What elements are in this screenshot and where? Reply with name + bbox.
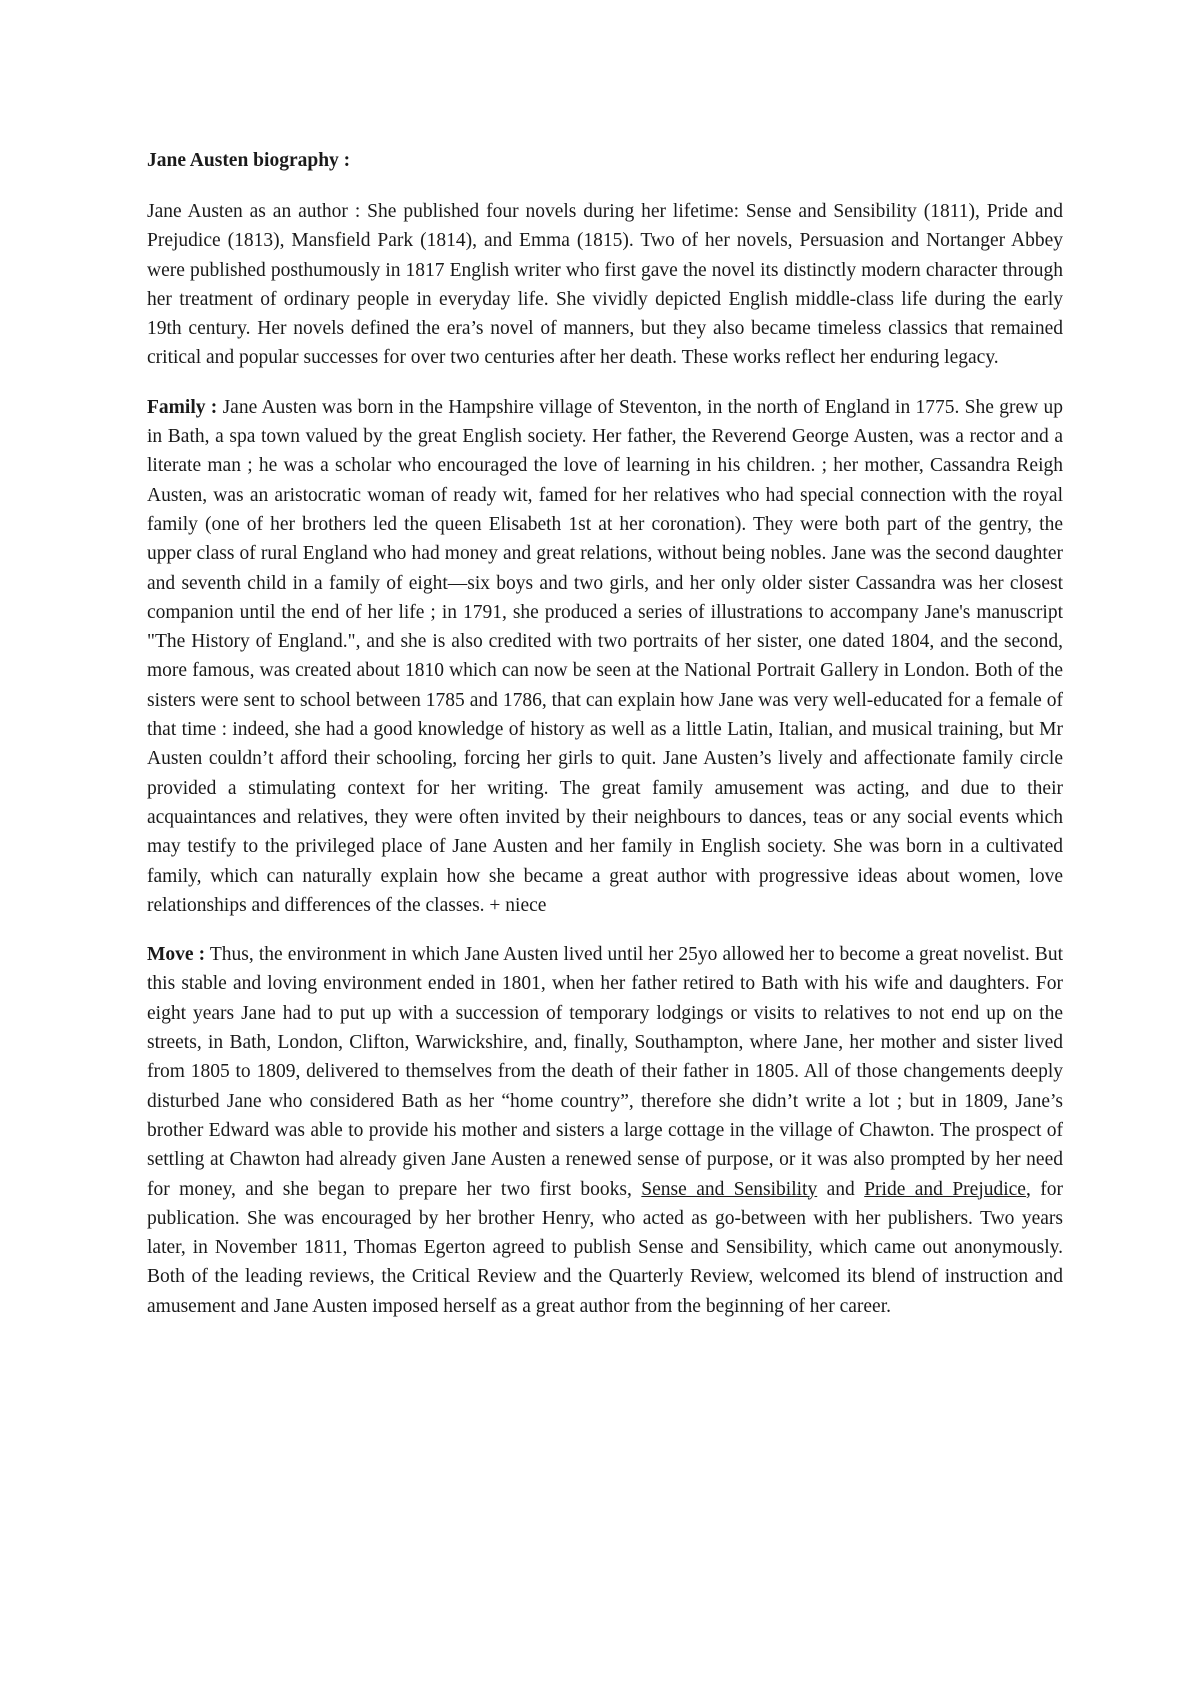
family-text: Jane Austen was born in the Hampshire village of Steventon, in the north of England in 1775. She grew up in Bath, a spa town valued by the great English society. Her father, the Reverend George Austen, was a rector and a literate man ; he was a scholar who encouraged the love of learning in his children. ; her mother, Cassandra Reigh Austen, was an aristocratic woman of ready wit, famed for her relatives who had special connection with the royal family (one of her brothers led the queen Elisabeth 1st at her coronation). They were both part of the gentry, the upper class of rural England who had money and great relations, without being nobles. Jane was the second daughter and seventh child in a family of eight—six boys and two girls, and her only older sister Cassandra was her closest companion until the end of her life ; in 1791, she produced a series of illustrations to accompany Jane's manuscript "The History of England.", and she is also credited with two portraits of her sister, one dated 1804, and the second, more famous, was created about 1810 which can now be seen at the National Portrait Gallery in London. Both of the sisters were sent to school between 1785 and 1786, that can explain how Jane was very well-educated for a female of that time : indeed, she had a good knowledge of history as well as a little Latin, Italian, and musical training, but Mr Austen couldn’t afford their schooling, forcing her girls to quit. Jane Austen’s lively and affectionate family circle provided a stimulating context for her writing. The great family amusement was acting, and due to their acquaintances and relatives, they were often invited by their neighbours to dances, teas or any social events which may testify to the privileged place of Jane Austen and her family in English society. She was born in a cultivated family, which can naturally explain how she became a great author with progressive ideas about women, love relationships and differences of the classes. + niece [147, 396, 1064, 916]
family-paragraph [147, 393, 1063, 920]
intro-paragraph: Jane Austen as an author : She published four novels during her lifetime: Sense and Sensibility (1811), Pride and Prejudice (1813), Mansfield Park (1814), and Emma (1815). Two of her novels, Persuasion and Nortanger Abbey were published posthumously in 1817 English writer who first gave the novel its distinctly modern character through her treatment of ordinary people in everyday life. She vividly depicted English middle-class life during the early 19th century. Her novels defined the era’s novel of manners, but they also became timeless classics that remained critical and popular successes for over two centuries after her death. These works reflect her enduring legacy. [147, 201, 1063, 369]
family-heading: Family : [147, 396, 218, 418]
document-title: Jane Austen biography : [147, 150, 351, 171]
book-title-sense-and-sensibility: Sense and Sensibility [641, 1178, 818, 1200]
move-text-part-2: and [817, 1178, 865, 1200]
move-paragraph [147, 940, 1063, 1321]
document-body [147, 146, 1063, 1341]
move-text-part-1: Thus, the environment in which Jane Austen lived until her 25yo allowed her to become a great novelist. But this stable and loving environment ended in 1801, when her father retired to Bath with his wife and daughters. For eight years Jane had to put up with a succession of temporary lodgings or visits to relatives to not end up on the streets, in Bath, London, Clifton, Warwickshire, and, finally, Southampton, where Jane, her mother and sister lived from 1805 to 1809, delivered to themselves from the death of their father in 1805. All of those changements deeply disturbed Jane who considered Bath as her “home country”, therefore she didn’t write a lot ; but in 1809, Jane’s brother Edward was able to provide his mother and sisters a large cottage in the village of Chawton. The prospect of settling at Chawton had already given Jane Austen a renewed sense of purpose, or it was also prompted by her need for money, and she began to prepare her two first books, [147, 944, 1063, 1200]
move-text-part-3: , for publication. She was encouraged by her brother Henry, who acted as go-between with her publishers. Two years later, in November 1811, Thomas Egerton agreed to publish Sense and Sensibility, which came out anonymously. Both of the leading reviews, the Critical Review and the Quarterly Review, welcomed its blend of instruction and amusement and Jane Austen imposed herself as a great author from the beginning of her career. [147, 1178, 1063, 1317]
book-title-pride-and-prejudice: Pride and Prejudice [864, 1178, 1026, 1200]
move-heading: Move : [147, 944, 206, 966]
